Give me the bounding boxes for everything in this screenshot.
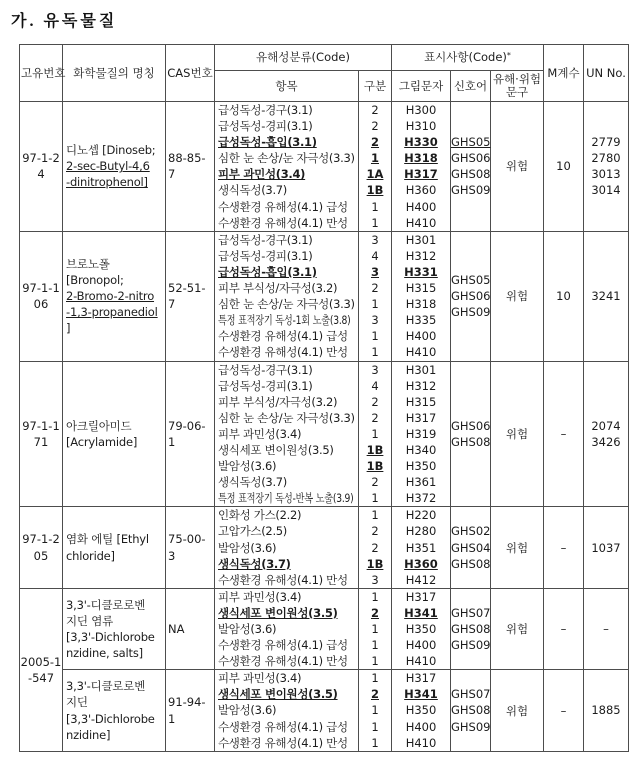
unique-number-line: -547 [27,670,55,685]
hazard-category-line: 2 [371,394,379,409]
table-body [20,102,629,752]
pictogram-cell [451,102,491,232]
un-number-cell [584,231,629,361]
cas-number-cell [166,670,215,751]
hazard-statement-line: H317 [405,671,437,686]
chemical-name-line: 2-sec-Butyl-4,6 [66,159,150,174]
un-number-line: 3426 [591,434,621,449]
hazard-statement-line: H360 [405,183,437,198]
hazard-item-cell [215,588,359,669]
hazard-statement-line: H350 [405,622,437,636]
hazard-statement-line: H350 [405,703,437,718]
hazard-statement-cell [392,361,451,507]
hazard-item-line: 급성독성-경구(3.1) [218,362,313,377]
hazard-item-line: 특정 표적장기 독성-1회 노출(3.8) [218,313,351,328]
chemical-name-cell [63,507,166,588]
hazard-item-line: 심한 눈 손상/눈 자극성(3.3) [218,410,355,425]
table-row [20,670,629,751]
pictogram-cell [451,231,491,361]
hazard-item-line: 급성독성-경피(3.1) [218,119,313,134]
hazard-category-line: 1 [371,638,379,653]
hazard-statement-line: H341 [404,687,438,702]
hazard-statement-line: H400 [405,199,437,214]
hazard-item-line: 수생환경 유해성(4.1) 만성 [218,345,348,360]
hazard-category-line: 1B [366,183,384,198]
hazard-item-line: 피부 부식성/자극성(3.2) [218,394,338,409]
un-number-line: 2779 [591,135,621,150]
header-hazard-classification-label: 유해성분류(Code) [256,50,350,64]
chemical-name-line: 2-Bromo-2-nitro [66,289,155,304]
pictogram-code-line: GHS07 [451,687,491,702]
pictogram-code-line: GHS07 [451,605,491,620]
pictogram-code-line: GHS08 [451,167,491,182]
cas-number-line: NA [168,622,185,636]
hazard-item-line: 생식독성(3.7) [218,183,287,198]
hazard-statement-line: H310 [405,119,437,134]
unique-number-line: 71 [33,434,49,449]
page-title: 가. 유독물질 [11,13,118,30]
hazard-statement-line: H317 [405,589,437,604]
pictogram-code-line: GHS06 [451,151,491,166]
hazard-item-line: 수생환경 유해성(4.1) 만성 [218,735,348,750]
unique-number-line: 97-1-1 [22,281,60,296]
pictogram-code-line: GHS09 [451,719,491,734]
un-number-line: 3013 [591,167,621,182]
signal-word-cell: 위험 [491,102,544,232]
un-number-cell [584,507,629,588]
hazard-statement-cell [392,507,451,588]
chemical-name-line: 아크릴아미드 [66,418,132,433]
header-labeling-label: 표시사항(Code) [424,50,507,64]
hazard-statement-line: H340 [405,442,437,457]
hazard-category-line: 1 [370,151,379,166]
unique-number-line: 2005-1 [20,654,62,669]
pictogram-code-line: GHS05 [451,272,491,287]
hazard-item-line: 생식세포 변이원성(3.5) [218,605,338,620]
hazard-statement-cell [392,670,451,751]
hazard-statement-line: H350 [405,459,437,474]
hazard-statement-line: H312 [405,378,437,393]
hazard-statement-line: H319 [405,426,437,441]
unique-number-line: 97-1-2 [22,532,60,547]
m-factor-cell: – [544,588,584,669]
chemical-name-line: [Acrylamide] [66,434,138,449]
cas-number-cell [166,507,215,588]
hazard-category-line: 1 [371,491,379,506]
hazard-statement-line: H360 [404,556,438,571]
unique-number-cell [20,361,63,507]
hazard-statement-line: H351 [405,540,437,555]
hazard-statement-line: H312 [405,248,437,263]
header-signal-word: 신호어 [451,71,491,102]
hazard-statement-line: H301 [405,362,437,377]
hazard-item-line: 수생환경 유해성(4.1) 급성 [218,199,348,214]
hazard-statement-cell [392,102,451,232]
hazard-statement-line: H400 [405,329,437,344]
signal-word-cell: 위험 [491,507,544,588]
pictogram-code-line: GHS09 [451,183,491,198]
cas-number-line: 1 [168,711,176,726]
header-m-factor: M계수 [544,45,584,102]
unique-number-line: 4 [37,167,45,182]
unique-number-line: 97-1-2 [22,151,60,166]
hazard-statement-line: H315 [405,281,437,296]
hazard-category-line: 1 [371,719,379,734]
header-unique-no: 고유번호 [20,45,63,102]
chemical-name-cell [63,670,166,751]
labeling-footnote-mark: * [506,51,511,60]
chemical-name-line: [3,3'-Dichlorobe [66,711,155,726]
hazard-item-line: 발암성(3.6) [218,459,277,474]
hazard-category-cell [359,231,392,361]
cas-number-line: 88-85- [168,151,206,166]
m-factor-cell: – [544,507,584,588]
hazard-statement-line: H335 [405,313,437,328]
table-row [20,361,629,507]
pictogram-code-line: GHS08 [451,556,491,571]
table-row [20,102,629,232]
header-pictogram: 그림문자 [392,71,451,102]
hazard-item-line: 심한 눈 손상/눈 자극성(3.3) [218,297,355,312]
hazard-item-cell [215,231,359,361]
hazard-category-line: 2 [371,540,379,555]
hazard-item-line: 수생환경 유해성(4.1) 만성 [218,215,348,230]
hazard-statement-cell [392,231,451,361]
signal-word-cell: 위험 [491,588,544,669]
hazard-item-line: 수생환경 유해성(4.1) 급성 [218,329,348,344]
hazard-category-line: 1B [366,459,384,474]
cas-number-line: 1 [168,434,176,449]
hazard-item-line: 수생환경 유해성(4.1) 급성 [218,719,348,734]
pictogram-code-line: GHS05 [451,135,491,150]
table-row [20,231,629,361]
hazard-item-line: 생식독성(3.7) [218,556,291,571]
hazard-statement-line: H301 [405,232,437,247]
pictogram-code-line: GHS09 [451,638,491,653]
pictogram-code-line: GHS02 [451,524,491,539]
header-item: 항목 [215,71,359,102]
table-row [20,507,629,588]
hazard-statement-line: H410 [405,654,437,669]
pictogram-code-line: GHS09 [451,305,491,320]
hazard-statement-line: H400 [405,638,437,653]
un-number-cell [584,361,629,507]
hazard-category-line: 1A [366,167,384,182]
hazard-item-line: 인화성 가스(2.2) [218,508,302,523]
hazard-category-line: 1 [371,508,379,523]
m-factor-cell: 10 [544,231,584,361]
chemical-name-line: 지딘 염류 [66,613,114,628]
un-number-line: 2074 [591,418,621,433]
chemical-name-line: 3,3'-디클로로벤 [66,679,146,694]
pictogram-code-line: GHS08 [451,434,491,449]
hazard-category-line: 1 [371,297,379,312]
chemical-name-line: ] [66,321,71,336]
hazard-category-cell [359,670,392,751]
hazard-category-line: 1 [371,703,379,718]
header-labeling [392,45,544,71]
hazard-statement-line: H410 [405,215,437,230]
chemical-name-cell [63,588,166,669]
unique-number-line: 06 [33,297,49,312]
un-number-line: 1885 [591,703,621,718]
hazard-statement-line: H412 [405,572,437,587]
pictogram-code-line: GHS08 [451,703,491,718]
cas-number-cell [166,588,215,669]
hazard-category-line: 2 [371,410,379,425]
cas-number-line: 75-00- [168,532,206,547]
hazard-item-line: 수생환경 유해성(4.1) 급성 [218,638,348,653]
hazard-category-line: 2 [371,281,379,296]
table-header [20,45,629,102]
unique-number-cell [20,507,63,588]
hazard-category-line: 3 [371,572,379,587]
header-cas-no: CAS번호 [166,45,215,102]
hazard-item-line: 발암성(3.6) [218,703,277,718]
chemical-name-line: 브로노폴 [66,256,110,271]
unique-number-cell [20,102,63,232]
hazard-item-line: 수생환경 유해성(4.1) 만성 [218,654,348,669]
unique-number-line: 05 [33,548,49,563]
hazard-item-line: 생식독성(3.7) [218,475,287,490]
unique-number-cell [20,231,63,361]
hazard-statement-line: H330 [404,135,438,150]
hazard-statement-cell [392,588,451,669]
hazard-item-line: 급성독성-흡입(3.1) [218,135,317,150]
hazard-category-line: 3 [371,232,379,247]
un-number-line: 3241 [591,289,621,304]
hazard-category-line: 1 [371,589,379,604]
hazard-category-line: 3 [371,313,379,328]
cas-number-line: 52-51- [168,281,206,296]
cas-number-line: 79-06- [168,418,206,433]
hazard-item-cell [215,670,359,751]
hazard-category-line: 1 [371,671,379,686]
hazard-category-line: 1B [366,556,384,571]
chemical-name-line: [3,3'-Dichlorobe [66,630,155,645]
hazard-category-line: 4 [371,248,379,263]
header-chemical-name: 화학물질의 명칭 [63,45,166,102]
hazard-item-line: 급성독성-경구(3.1) [218,103,313,117]
un-number-line: – [603,622,609,636]
hazard-category-cell [359,507,392,588]
hazard-item-line: 고압가스(2.5) [218,524,287,539]
cas-number-cell [166,102,215,232]
hazard-item-line: 피부 과민성(3.4) [218,671,302,686]
cas-number-line: 3 [168,548,176,563]
un-number-line: 1037 [591,540,621,555]
hazard-category-line: 2 [370,605,379,620]
hazard-category-line: 4 [371,378,379,393]
hazard-category-line: 2 [371,475,379,490]
hazard-statement-line: H300 [405,103,437,117]
hazard-statement-line: H410 [405,735,437,750]
un-number-line: 2780 [591,151,621,166]
chemical-name-line: chloride] [66,548,115,563]
hazard-statement-line: H315 [405,394,437,409]
chemical-name-line: 염화 에틸 [Ethyl [66,532,149,547]
hazard-category-line: 1B [366,442,384,457]
chemical-name-line: -1,3-propanediol [66,305,158,320]
pictogram-code-line: GHS06 [451,289,491,304]
chemical-name-line: 3,3'-디클로로벤 [66,597,146,612]
hazard-category-cell [359,588,392,669]
unique-number-line: 97-1-1 [22,418,60,433]
chemical-name-line: [Bronopol; [66,272,124,287]
pictogram-cell [451,361,491,507]
hazard-statement-line: H361 [405,475,437,490]
hazard-item-line: 피부 과민성(3.4) [218,167,306,182]
hazard-statement-line: H317 [404,167,438,182]
chemical-name-line: nzidine, salts] [66,646,143,661]
cas-number-cell [166,361,215,507]
unique-number-cell [20,588,63,751]
pictogram-code-line: GHS06 [451,418,491,433]
table-row [20,588,629,669]
toxic-substances-table [19,44,629,752]
un-number-cell [584,102,629,232]
pictogram-cell [451,588,491,669]
hazard-category-cell [359,361,392,507]
hazard-statement-line: H400 [405,719,437,734]
hazard-category-line: 2 [371,524,379,539]
hazard-category-line: 3 [371,362,379,377]
hazard-item-line: 발암성(3.6) [218,622,277,636]
signal-word-cell: 위험 [491,231,544,361]
hazard-statement-line: H341 [404,605,438,620]
chemical-name-line: 디노셉 [Dinoseb; [66,143,156,158]
cas-number-line: 7 [168,167,176,182]
cas-number-cell [166,231,215,361]
hazard-item-line: 급성독성-흡입(3.1) [218,264,317,279]
header-hazard-statement: 유해·위험 문구 [491,71,544,102]
chemical-name-cell [63,102,166,232]
hazard-category-line: 1 [371,654,379,669]
hazard-statement-line: H372 [405,491,437,506]
hazard-item-line: 급성독성-경구(3.1) [218,232,313,247]
un-number-cell [584,588,629,669]
hazard-statement-line: H331 [404,264,438,279]
hazard-category-cell [359,102,392,232]
signal-word-cell: 위험 [491,670,544,751]
hazard-category-line: 2 [371,119,379,134]
header-row-1 [20,45,629,71]
hazard-item-line: 특정 표적장기 독성-반복 노출(3.9) [218,491,354,506]
hazard-category-line: 3 [370,264,379,279]
cas-number-line: 7 [168,297,176,312]
hazard-category-line: 1 [371,735,379,750]
hazard-statement-line: H220 [405,508,437,523]
hazard-item-line: 급성독성-경피(3.1) [218,378,313,393]
m-factor-cell: 10 [544,102,584,232]
hazard-category-line: 2 [370,135,379,150]
hazard-item-cell [215,361,359,507]
hazard-item-line: 피부 과민성(3.4) [218,589,302,604]
hazard-category-line: 2 [371,103,379,117]
m-factor-cell: – [544,670,584,751]
hazard-category-line: 1 [371,426,379,441]
cas-number-line: 91-94- [168,695,206,710]
chemical-name-cell [63,361,166,507]
chemical-name-line: -dinitrophenol] [66,175,148,190]
hazard-statement-line: H280 [405,524,437,539]
hazard-statement-line: H410 [405,345,437,360]
hazard-item-line: 심한 눈 손상/눈 자극성(3.3) [218,151,355,166]
un-number-line: 3014 [591,183,621,198]
hazard-category-line: 1 [371,622,379,636]
hazard-item-line: 피부 부식성/자극성(3.2) [218,281,338,296]
hazard-item-line: 급성독성-경피(3.1) [218,248,313,263]
hazard-statement-line: H317 [405,410,437,425]
chemical-name-cell [63,231,166,361]
hazard-item-line: 수생환경 유해성(4.1) 만성 [218,572,348,587]
pictogram-code-line: GHS08 [451,622,491,636]
hazard-category-line: 1 [371,345,379,360]
hazard-item-cell [215,102,359,232]
chemical-name-line: nzidine] [66,727,111,742]
hazard-category-line: 2 [370,687,379,702]
header-category: 구분 [359,71,392,102]
hazard-item-line: 피부 과민성(3.4) [218,426,302,441]
hazard-statement-line: H318 [405,297,437,312]
hazard-category-line: 1 [371,215,379,230]
hazard-item-cell [215,507,359,588]
m-factor-cell: – [544,361,584,507]
hazard-category-line: 1 [371,199,379,214]
hazard-category-line: 1 [371,329,379,344]
hazard-item-line: 생식세포 변이원성(3.5) [218,687,338,702]
hazard-item-line: 발암성(3.6) [218,540,277,555]
signal-word-cell: 위험 [491,361,544,507]
chemical-name-line: 지딘 [66,695,88,710]
pictogram-code-line: GHS04 [451,540,491,555]
pictogram-cell [451,670,491,751]
hazard-item-line: 생식세포 변이원성(3.5) [218,442,334,457]
un-number-cell [584,670,629,751]
pictogram-cell [451,507,491,588]
header-hazard-classification [215,45,392,71]
header-un-no: UN No. [584,45,629,102]
hazard-statement-line: H318 [404,151,438,166]
